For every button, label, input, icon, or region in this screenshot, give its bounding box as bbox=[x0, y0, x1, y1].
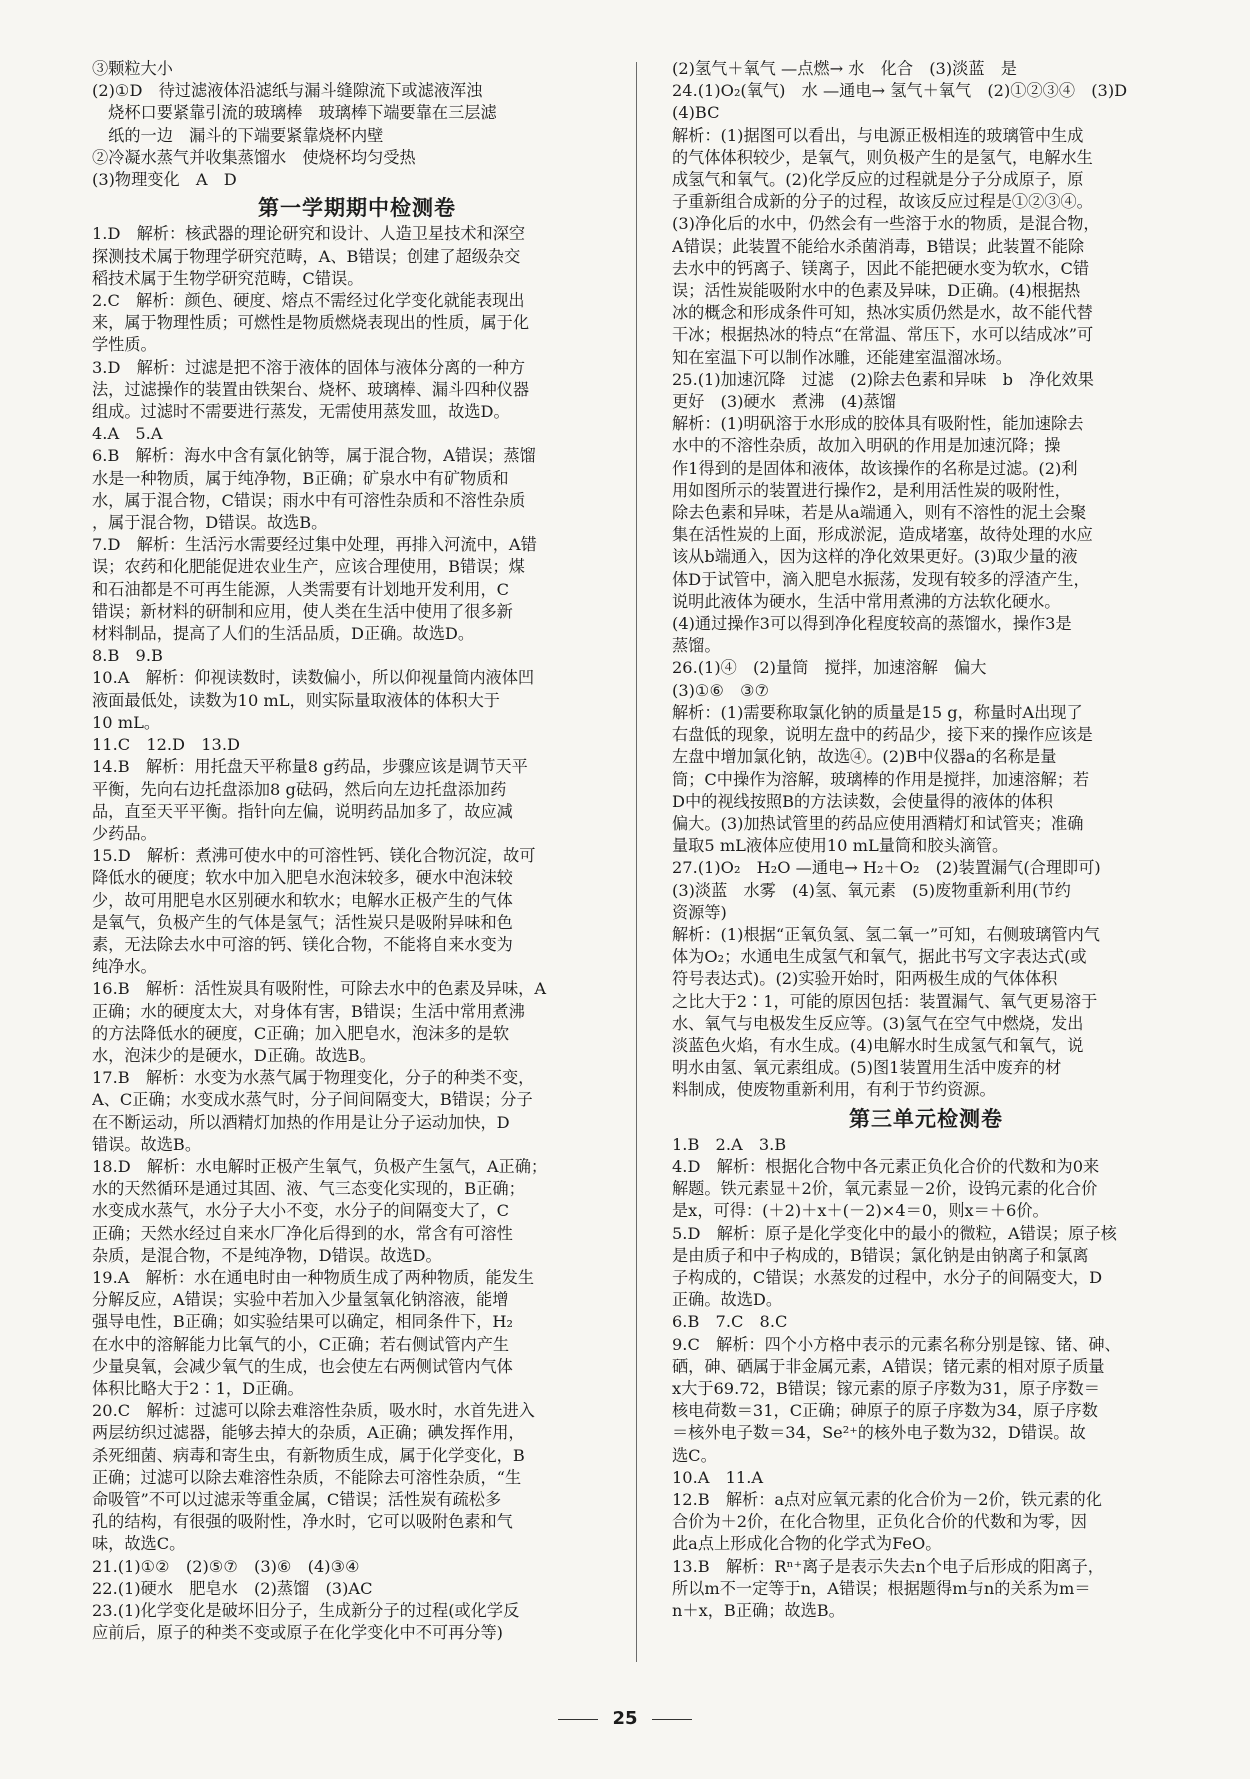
text-line: (4)BC bbox=[672, 103, 720, 123]
text-line: 杀死细菌、病毒和寄生虫，有新物质生成，属于化学变化，B bbox=[92, 1445, 525, 1465]
text-line: 解题。铁元素显＋2价，氧元素显－2价，设钨元素的化合价 bbox=[672, 1179, 1098, 1199]
text-line: A、C正确；水变成水蒸气时，分子间间隔变大，B错误；分子 bbox=[92, 1090, 533, 1110]
text-line: 在水中的溶解能力比氧气的小，C正确；若右侧试管内产生 bbox=[92, 1334, 510, 1354]
text-line: 13.B 解析：Rⁿ⁺离子是表示失去n个电子后形成的阳离子， bbox=[672, 1556, 1104, 1576]
page-number: 25 bbox=[612, 1708, 638, 1729]
text-line: 23.(1)化学变化是破坏旧分子，生成新分子的过程(或化学反 bbox=[92, 1601, 520, 1621]
text-line: 体积比略大于2∶1，D正确。 bbox=[92, 1378, 304, 1398]
text-line: 更好 (3)硬水 煮沸 (4)蒸馏 bbox=[672, 392, 896, 412]
text-line: 错误；新材料的研制和应用，使人类在生活中使用了很多新 bbox=[92, 601, 513, 621]
text-line: 子重新组合成新的分子的过程，故该反应过程是①②③④。 bbox=[672, 192, 1093, 212]
text-line: D中的视线按照B的方法读数，会使量得的液体的体积 bbox=[672, 791, 1053, 811]
text-line: 是由质子和中子构成的，B错误；氯化钠是由钠离子和氯离 bbox=[672, 1245, 1089, 1265]
text-line: 1.D 解析：核武器的理论研究和设计、人造卫星技术和深空 bbox=[92, 224, 526, 244]
text-line: ，属于混合物，D错误。故选B。 bbox=[92, 513, 328, 533]
text-line: 17.B 解析：水变为水蒸气属于物理变化，分子的种类不变， bbox=[92, 1068, 535, 1088]
text-line: 水，泡沫少的是硬水，D正确。故选B。 bbox=[92, 1045, 376, 1065]
text-line: 错误。故选B。 bbox=[92, 1134, 202, 1154]
text-line: 淡蓝色火焰，有水生成。(4)电解水时生成氢气和氧气，说 bbox=[672, 1035, 1084, 1055]
text-line: 两层纺织过滤器，能够去掉大的杂质，A正确；碘发挥作用， bbox=[92, 1423, 525, 1443]
text-line: 19.A 解析：水在通电时由一种物质生成了两种物质，能发生 bbox=[92, 1267, 535, 1287]
text-line: 除去色素和异味，若是从a端通入，则有不溶性的泥土会聚 bbox=[672, 503, 1087, 523]
text-line: 选C。 bbox=[672, 1445, 717, 1465]
text-line: 10.A 11.A bbox=[672, 1467, 764, 1487]
text-line: 的方法降低水的硬度，C正确；加入肥皂水，泡沫多的是软 bbox=[92, 1023, 510, 1043]
text-line: x大于69.72，B错误；镓元素的原子序数为31，原子序数＝ bbox=[672, 1378, 1100, 1398]
text-line: 所以m不一定等于n，A错误；根据题得m与n的关系为m＝ bbox=[672, 1578, 1091, 1598]
text-line: 水中的不溶性杂质，故加入明矾的作用是加速沉降；操 bbox=[672, 436, 1061, 456]
text-line: 10 mL。 bbox=[92, 712, 161, 732]
text-line: (3)物理变化 A D bbox=[92, 170, 237, 190]
text-line: 学性质。 bbox=[92, 335, 157, 355]
text-line: 误；活性炭能吸附水中的色素及异味，D正确。(4)根据热 bbox=[672, 281, 1081, 301]
text-line: 14.B 解析：用托盘天平称量8 g药品，步骤应该是调节天平 bbox=[92, 757, 528, 777]
text-line: 和石油都是不可再生能源，人类需要有计划地开发利用，C bbox=[92, 579, 510, 599]
text-line: 素，无法除去水中可溶的钙、镁化合物，不能将自来水变为 bbox=[92, 934, 513, 954]
text-line: 此a点上形成化合物的化学式为FeO。 bbox=[672, 1534, 942, 1554]
text-line: 15.D 解析：煮沸可使水中的可溶性钙、镁化合物沉淀，故可 bbox=[92, 846, 536, 866]
page-number-footer bbox=[0, 1708, 1250, 1729]
column-divider bbox=[636, 62, 637, 1662]
text-line: 稻技术属于生物学研究范畴，C错误。 bbox=[92, 268, 364, 288]
text-line: 水、氧气与电极发生反应等。(3)氢气在空气中燃烧，发出 bbox=[672, 1013, 1084, 1033]
text-line: 少药品。 bbox=[92, 823, 157, 843]
text-line: 正确；过滤可以除去难溶性杂质，不能除去可溶性杂质，“生 bbox=[92, 1467, 522, 1487]
text-line: 4.D 解析：根据化合物中各元素正负化合价的代数和为0来 bbox=[672, 1156, 1100, 1176]
text-line: ③颗粒大小 bbox=[92, 59, 173, 78]
text-line: 水是一种物质，属于纯净物，B正确；矿泉水中有矿物质和 bbox=[92, 468, 509, 488]
text-line: 正确；天然水经过自来水厂净化后得到的水，常含有可溶性 bbox=[92, 1223, 513, 1243]
text-line: 在不断运动，所以酒精灯加热的作用是让分子运动加快，D bbox=[92, 1112, 510, 1132]
text-line: 成氢气和氧气。(2)化学反应的过程就是分子分成原子，原 bbox=[672, 170, 1084, 190]
text-line: 11.C 12.D 13.D bbox=[92, 735, 240, 755]
text-line: 25.(1)加速沉降 过滤 (2)除去色素和异味 b 净化效果 bbox=[672, 369, 1094, 389]
text-line: 烧杯口要紧靠引流的玻璃棒 玻璃棒下端要靠在三层滤 bbox=[92, 103, 497, 123]
text-line: (3)①⑥ ③⑦ bbox=[672, 680, 770, 700]
text-line: 少量臭氧，会减少氧气的生成，也会使左右两侧试管内气体 bbox=[92, 1356, 513, 1376]
section-heading: 第三单元检测卷 bbox=[849, 1106, 1003, 1131]
text-line: 体D于试管中，滴入肥皂水振荡，发现有较多的浮渣产生， bbox=[672, 569, 1090, 589]
text-line: 资源等) bbox=[672, 902, 727, 922]
text-line: 水，属于混合物，C错误；雨水中有可溶性杂质和不溶性杂质 bbox=[92, 490, 526, 510]
text-line: 用如图所示的装置进行操作2，是利用活性炭的吸附性， bbox=[672, 480, 1071, 500]
text-line: 偏大。(3)加热试管里的药品应使用酒精灯和试管夹；准确 bbox=[672, 813, 1084, 833]
text-line: 水变成水蒸气，水分子大小不变，水分子的间隔变大了，C bbox=[92, 1201, 510, 1221]
text-line: 孔的结构，有很强的吸附性，净水时，它可以吸附色素和气 bbox=[92, 1512, 513, 1532]
text-line: 集在活性炭的上面，形成淤泥，造成堵塞，故待处理的水应 bbox=[672, 525, 1093, 545]
text-line: (2)①D 待过滤液体沿滤纸与漏斗缝隙流下或滤液浑浊 bbox=[92, 81, 483, 101]
text-line: 正确。故选D。 bbox=[672, 1290, 783, 1310]
text-line: n＋x，B正确；故选B。 bbox=[672, 1601, 845, 1621]
footer-dash-right bbox=[652, 1719, 692, 1720]
text-line: 27.(1)O₂ H₂O —通电→ H₂＋O₂ (2)装置漏气(合理即可) bbox=[672, 858, 1101, 878]
text-line: 子构成的，C错误；水蒸发的过程中，水分子的间隔变大，D bbox=[672, 1267, 1103, 1287]
text-line: 法，过滤操作的装置由铁架台、烧杯、玻璃棒、漏斗四种仪器 bbox=[92, 379, 530, 399]
text-line: 水的天然循环是通过其固、液、气三态变化实现的，B正确； bbox=[92, 1179, 525, 1199]
text-line: 左盘中增加氯化钠，故选④。(2)B中仪器a的名称是量 bbox=[672, 747, 1057, 767]
text-line: 冰的概念和形成条件可知，热冰实质仍然是水，故不能代替 bbox=[672, 303, 1093, 323]
text-line: 筒；C中操作为溶解，玻璃棒的作用是搅拌，加速溶解；若 bbox=[672, 769, 1090, 789]
text-line: 料制成，使废物重新利用，有利于节约资源。 bbox=[672, 1080, 996, 1100]
text-line: (4)通过操作3可以得到净化程度较高的蒸馏水，操作3是 bbox=[672, 614, 1072, 634]
text-line: 7.D 解析：生活污水需要经过集中处理，再排入河流中，A错 bbox=[92, 535, 537, 555]
text-line: 分解反应，A错误；实验中若加入少量氢氧化钠溶液，能增 bbox=[92, 1290, 509, 1310]
text-line: 去水中的钙离子、镁离子，因此不能把硬水变为软水，C错 bbox=[672, 258, 1090, 278]
section-heading: 第一学期期中检测卷 bbox=[258, 196, 456, 221]
text-line: ②冷凝水蒸气并收集蒸馏水 使烧杯均匀受热 bbox=[92, 147, 416, 167]
text-line: (3)淡蓝 水雾 (4)氢、氧元素 (5)废物重新利用(节约 bbox=[672, 880, 1071, 900]
text-line: 组成。过滤时不需要进行蒸发，无需使用蒸发皿，故选D。 bbox=[92, 402, 510, 422]
text-line: 2.C 解析：颜色、硬度、熔点不需经过化学变化就能表现出 bbox=[92, 291, 525, 311]
text-line: 作1得到的是固体和液体，故该操作的名称是过滤。(2)利 bbox=[672, 458, 1078, 478]
footer-dash-left bbox=[558, 1719, 598, 1720]
text-line: 来，属于物理性质；可燃性是物质燃烧表现出的性质，属于化 bbox=[92, 313, 530, 333]
text-line: 1.B 2.A 3.B bbox=[672, 1134, 787, 1154]
text-line: 该从b端通入，因为这样的净化效果更好。(3)取少量的液 bbox=[672, 547, 1078, 567]
text-line: 解析：(1)据图可以看出，与电源正极相连的玻璃管中生成 bbox=[672, 125, 1084, 145]
text-line: 核电荷数＝31，C正确；砷原子的原子序数为34，原子序数 bbox=[672, 1401, 1098, 1421]
text-line: 少，故可用肥皂水区别硬水和软水；电解水正极产生的气体 bbox=[92, 890, 513, 910]
text-line: 解析：(1)需要称取氯化钠的质量是15 g，称量时A出现了 bbox=[672, 702, 1083, 722]
text-line: 说明此液体为硬水，生活中常用煮沸的方法软化硬水。 bbox=[672, 591, 1061, 611]
text-line: 体为O₂；水通电生成氢气和氧气，据此书写文字表达式(或 bbox=[672, 947, 1087, 967]
text-line: 的气体体积较少，是氧气，则负极产生的是氢气，电解水生 bbox=[672, 147, 1093, 167]
text-line: 品，直至天平平衡。指针向左偏，说明药品加多了，故应减 bbox=[92, 801, 513, 821]
text-line: 干冰；根据热冰的特点“在常温、常压下，水可以结成冰”可 bbox=[672, 325, 1094, 345]
text-line: 20.C 解析：过滤可以除去难溶性杂质，吸水时，水首先进入 bbox=[92, 1401, 535, 1421]
left-column bbox=[92, 58, 622, 1710]
text-line: 正确；水的硬度太大，对身体有害，B错误；生活中常用煮沸 bbox=[92, 1001, 525, 1021]
text-line: 26.(1)④ (2)量筒 搅拌，加速溶解 偏大 bbox=[672, 658, 987, 678]
text-line: 22.(1)硬水 肥皂水 (2)蒸馏 (3)AC bbox=[92, 1578, 373, 1598]
text-line: 右盘低的现象，说明左盘中的药品少，接下来的操作应该是 bbox=[672, 725, 1093, 745]
text-line: 降低水的硬度；软水中加入肥皂水泡沫较多，硬水中泡沫较 bbox=[92, 868, 513, 888]
text-line: 是氧气，负极产生的气体是氢气；活性炭只是吸附异味和色 bbox=[92, 912, 513, 932]
text-line: 16.B 解析：活性炭具有吸附性，可除去水中的色素及异味，A bbox=[92, 979, 547, 999]
text-line: 24.(1)O₂(氧气) 水 —通电→ 氢气＋氧气 (2)①②③④ (3)D bbox=[672, 81, 1128, 101]
text-line: 4.A 5.A bbox=[92, 424, 163, 444]
text-line: 命吸管”不可以过滤汞等重金属，C错误；活性炭有疏松多 bbox=[92, 1490, 502, 1509]
text-line: 8.B 9.B bbox=[92, 646, 163, 666]
text-line: 6.B 7.C 8.C bbox=[672, 1312, 788, 1332]
text-line: 探测技术属于物理学研究范畴，A、B错误；创建了超级杂交 bbox=[92, 246, 521, 266]
text-line: 平衡，先向右边托盘添加8 g砝码，然后向左边托盘添加药 bbox=[92, 779, 507, 799]
text-line: 10.A 解析：仰视读数时，读数偏小，所以仰视量筒内液体凹 bbox=[92, 668, 535, 688]
text-line: 18.D 解析：水电解时正极产生氧气，负极产生氢气，A正确； bbox=[92, 1156, 548, 1176]
text-line: 解析：(1)根据“正氧负氢、氢二氧一”可知，右侧玻璃管内气 bbox=[672, 924, 1100, 944]
text-line: (3)净化后的水中，仍然会有一些溶于水的物质，是混合物， bbox=[672, 214, 1100, 234]
text-line: 符号表达式)。(2)实验开始时，阳两极生成的气体体积 bbox=[672, 969, 1058, 989]
text-line: 5.D 解析：原子是化学变化中的最小的微粒，A错误；原子核 bbox=[672, 1223, 1117, 1243]
right-column bbox=[672, 58, 1180, 1710]
text-line: 9.C 解析：四个小方格中表示的元素名称分别是镓、锗、砷、 bbox=[672, 1334, 1121, 1354]
text-line: 12.B 解析：a点对应氧元素的化合价为－2价，铁元素的化 bbox=[672, 1490, 1102, 1509]
text-line: (2)氢气＋氧气 —点燃→ 水 化合 (3)淡蓝 是 bbox=[672, 59, 1017, 78]
text-line: 材料制品，提高了人们的生活品质，D正确。故选D。 bbox=[92, 624, 475, 644]
text-line: 解析：(1)明矾溶于水形成的胶体具有吸附性，能加速除去 bbox=[672, 414, 1084, 434]
text-line: 3.D 解析：过滤是把不溶于液体的固体与液体分离的一种方 bbox=[92, 357, 526, 377]
text-line: 合价为＋2价，在化合物里，正负化合价的代数和为零，因 bbox=[672, 1512, 1087, 1532]
text-line: 纯净水。 bbox=[92, 957, 157, 977]
text-line: 明水由氢、氧元素组成。(5)图1装置用生活中废弃的材 bbox=[672, 1058, 1062, 1078]
text-line: 量取5 mL液体应使用10 mL量筒和胶头滴管。 bbox=[672, 836, 1009, 856]
text-line: 知在室温下可以制作冰雕，还能建室温溜冰场。 bbox=[672, 347, 1012, 367]
text-line: 21.(1)①② (2)⑤⑦ (3)⑥ (4)③④ bbox=[92, 1556, 360, 1576]
text-line: 误；农药和化肥能促进农业生产，应该合理使用，B错误；煤 bbox=[92, 557, 525, 577]
text-line: 6.B 解析：海水中含有氯化钠等，属于混合物，A错误；蒸馏 bbox=[92, 446, 536, 466]
text-line: ＝核外电子数＝34，Se²⁺的核外电子数为32，D错误。故 bbox=[672, 1423, 1086, 1443]
text-line: 蒸馏。 bbox=[672, 636, 721, 656]
text-line: 纸的一边 漏斗的下端要紧靠烧杯内壁 bbox=[92, 125, 384, 145]
text-line: 之比大于2∶1，可能的原因包括：装置漏气、氧气更易溶于 bbox=[672, 991, 1098, 1011]
text-line: 是x，可得：(＋2)＋x＋(－2)×4＝0，则x＝＋6价。 bbox=[672, 1201, 1049, 1221]
text-line: 味，故选C。 bbox=[92, 1534, 186, 1554]
text-line: 强导电性，B正确；如实验结果可以确定，相同条件下，H₂ bbox=[92, 1312, 513, 1332]
text-line: 应前后，原子的种类不变或原子在化学变化中不可再分等) bbox=[92, 1623, 504, 1643]
text-line: 杂质，是混合物，不是纯净物，D错误。故选D。 bbox=[92, 1245, 442, 1265]
text-line: 液面最低处，读数为10 mL，则实际量取液体的体积大于 bbox=[92, 690, 500, 710]
text-line: A错误；此装置不能给水杀菌消毒，B错误；此装置不能除 bbox=[672, 236, 1085, 256]
text-line: 硒，砷、硒属于非金属元素，A错误；锗元素的相对原子质量 bbox=[672, 1356, 1105, 1376]
